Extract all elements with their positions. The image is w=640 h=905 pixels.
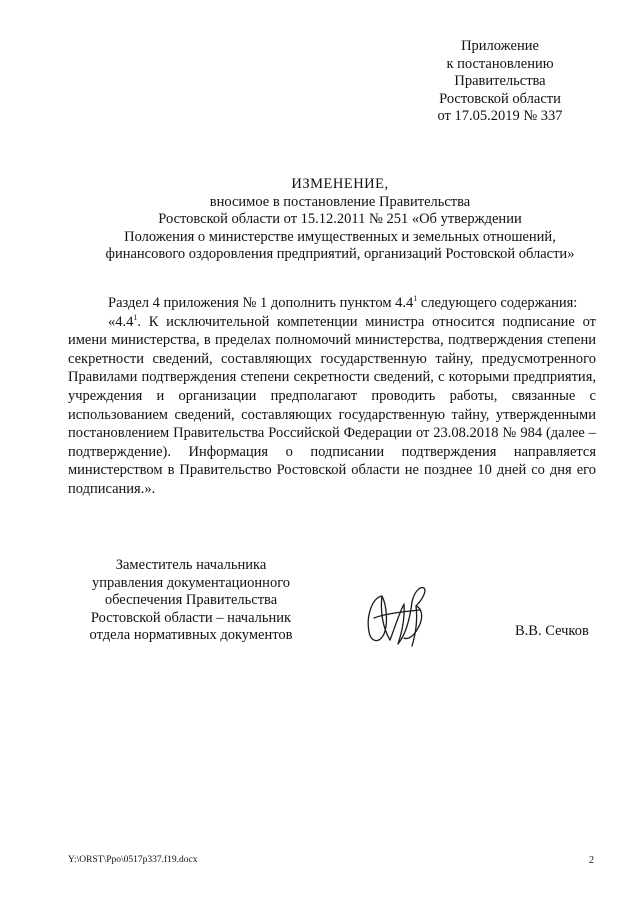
signer-name: В.В. Сечков xyxy=(515,623,589,639)
position-line: отдела нормативных документов xyxy=(89,627,293,643)
annex-line: Правительства xyxy=(454,73,546,89)
point-paragraph xyxy=(68,313,596,499)
position-line: Ростовской области – начальник xyxy=(90,609,292,626)
position-line: обеспечения Правительства xyxy=(104,592,278,608)
annex-line: Ростовской области xyxy=(439,90,561,107)
annex-line: Приложение xyxy=(461,38,539,54)
annex-line: к постановлению xyxy=(446,55,554,72)
point-number: «4.4 xyxy=(108,313,134,330)
intro-paragraph xyxy=(68,294,596,313)
title-line: Ростовской области от 15.12.2011 № 251 «Об утверждении xyxy=(158,211,522,227)
intro-text: Раздел 4 приложения № 1 дополнить пунктом 4.4 xyxy=(108,295,414,311)
page-number: 2 xyxy=(589,855,594,866)
intro-text-end: следующего содержания: xyxy=(417,295,578,311)
document-title xyxy=(60,176,620,264)
title-line: финансового оздоровления предприятий, организаций Ростовской области» xyxy=(105,246,575,262)
point-superscript: 1 xyxy=(133,312,138,322)
annex-line: от 17.05.2019 № 337 xyxy=(437,108,563,124)
annex-header xyxy=(420,38,580,126)
title-line: Положения о министерстве имущественных и земельных отношений, xyxy=(124,228,556,245)
intro-superscript: 1 xyxy=(413,294,418,304)
handwritten-signature xyxy=(360,578,445,650)
title-line: вносимое в постановление Правительства xyxy=(209,193,471,210)
document-body xyxy=(68,294,596,499)
signatory-position xyxy=(66,557,316,645)
file-path: Y:\ORST\Ppo\0517p337.f19.docx xyxy=(68,855,198,865)
position-line: Заместитель начальника xyxy=(115,557,267,573)
position-line: управления документационного xyxy=(91,574,291,591)
title-heading: ИЗМЕНЕНИЕ, xyxy=(291,176,389,192)
point-text: . К исключительной компетенции министра относится подписание от имени министерства, в пределах полномочий министерства, подтверждения степени секретности сведений, составляющих государственную тайну, предусмотренного Правилами подтверждения степени секретности сведений, с которыми предприятия, учреждения и организации предполагают проводить работы, связанные с использованием сведений, составляющих государственную тайну, утвержденными постановлением Правительства Российской Федерации от 23.08.2018 № 984 (далее – подтверждение). Информация о подписании подтверждения направляется министерством в Правительство Ростовской области не позднее 10 дней со дня его подписания.». xyxy=(68,313,596,497)
